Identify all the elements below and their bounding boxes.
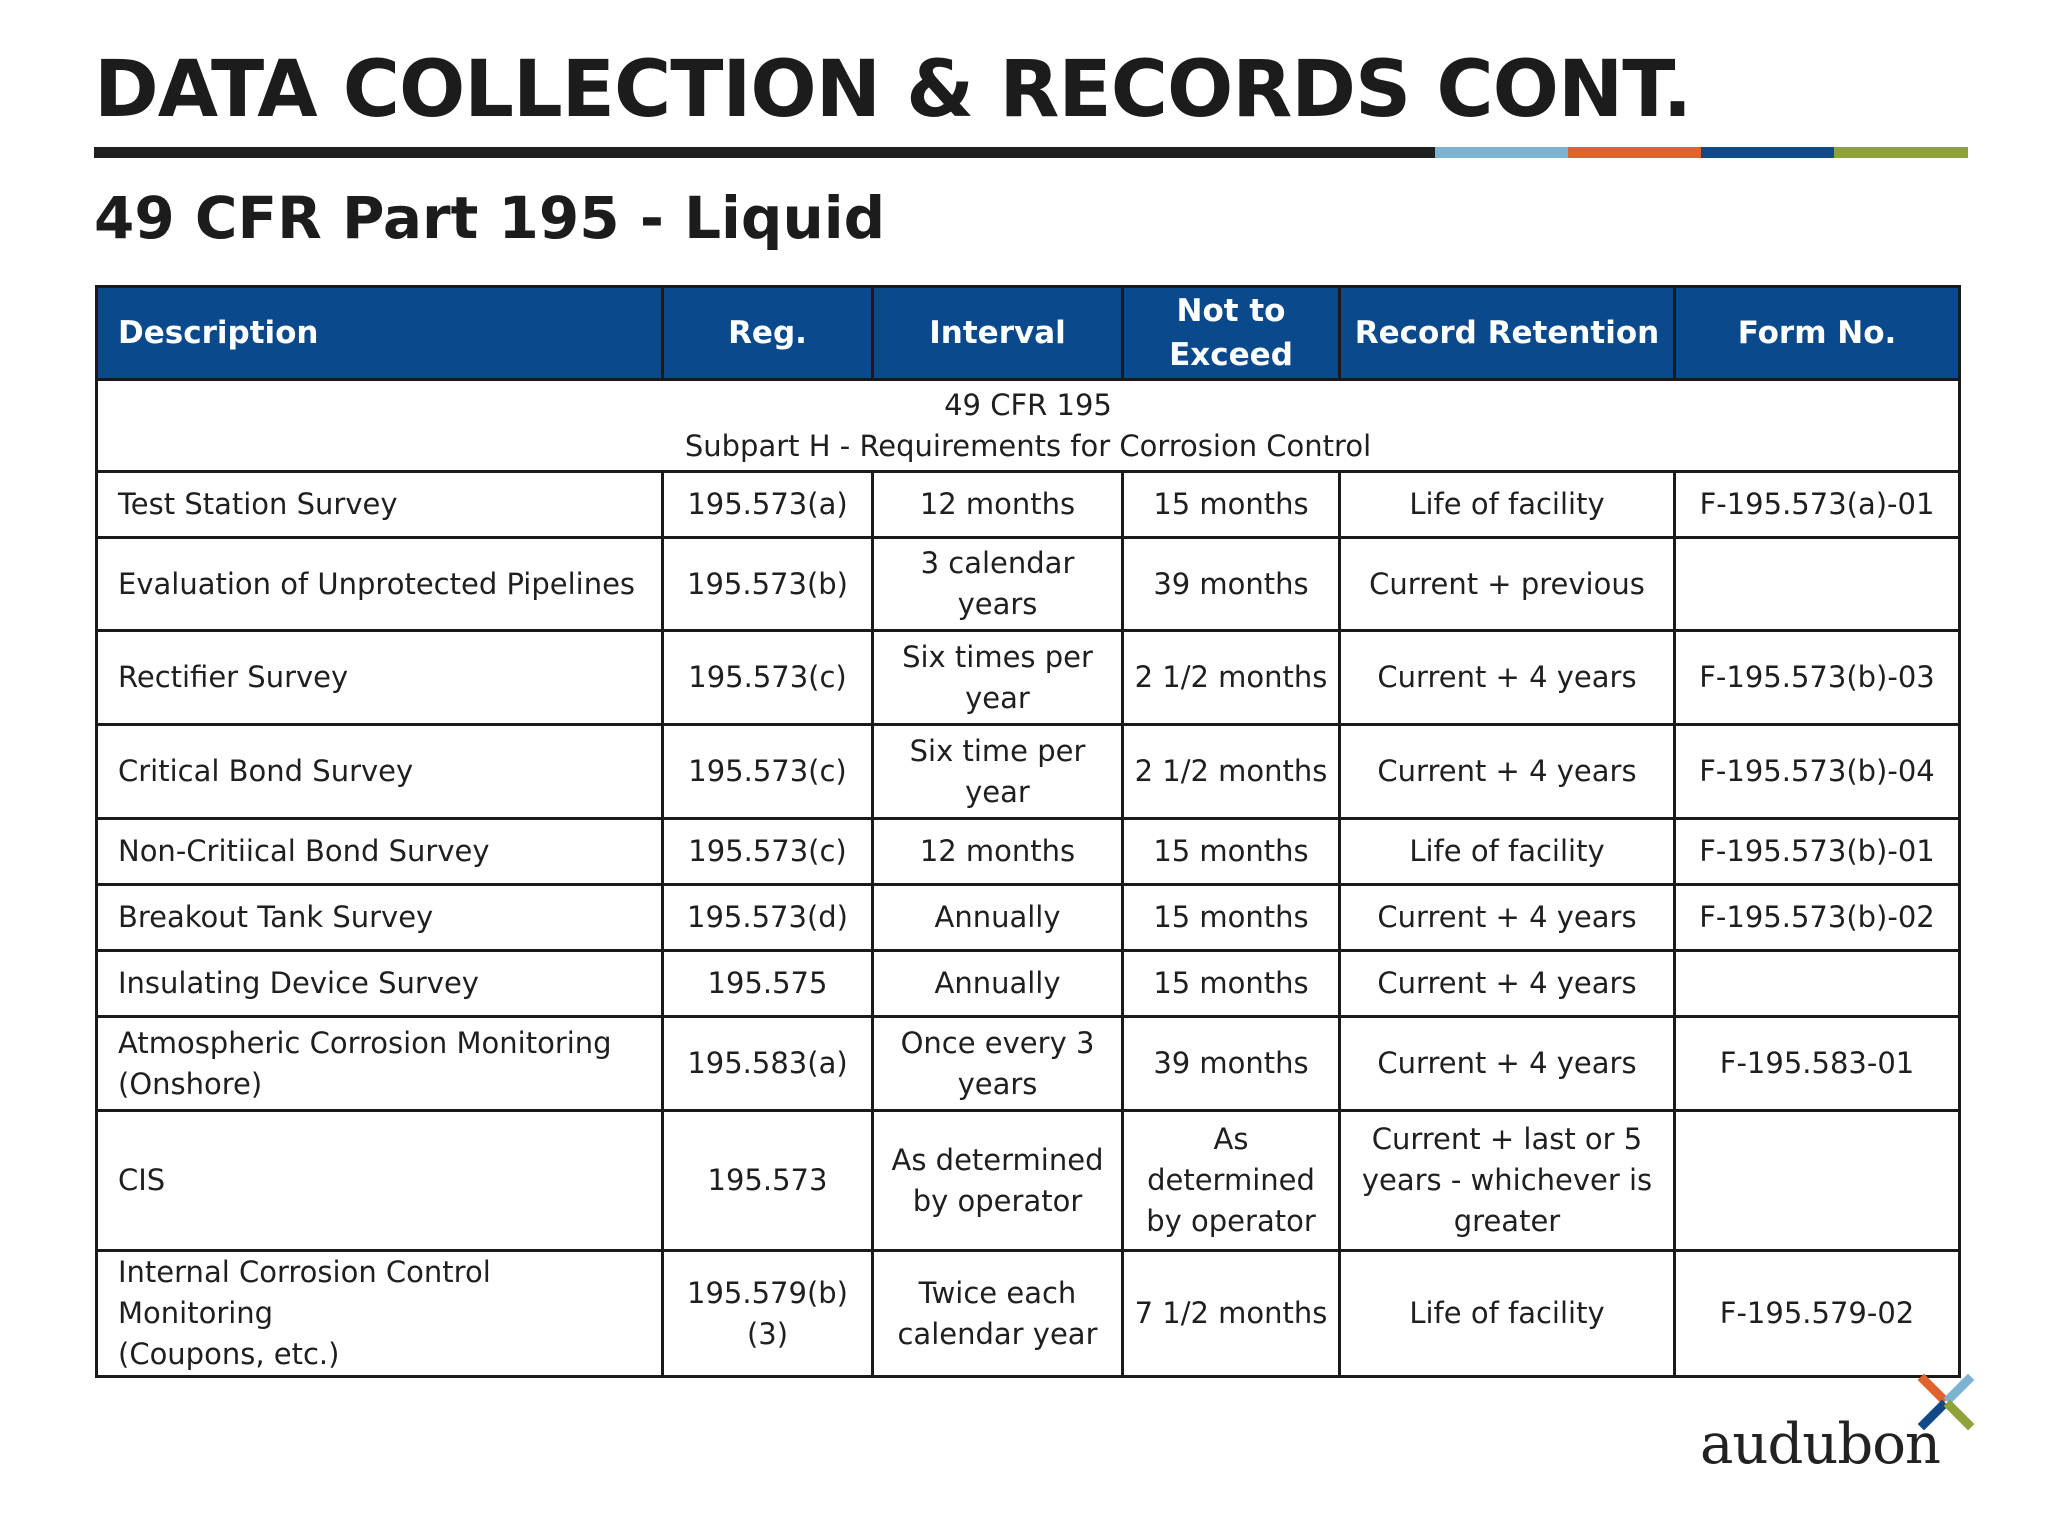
record-retention-cell-line: Life of facility: [1409, 1296, 1605, 1330]
form-no-cell: F-195.573(b)-04: [1675, 725, 1960, 819]
not-to-exceed-cell: [1123, 819, 1340, 885]
not-to-exceed-cell-line: 15 months: [1153, 966, 1309, 1000]
table-row: [97, 538, 1960, 631]
page-subtitle: 49 CFR Part 195 - Liquid: [94, 184, 886, 252]
description-cell-line: (Coupons, etc.): [118, 1337, 340, 1371]
record-retention-cell: [1340, 885, 1675, 951]
not-to-exceed-cell: [1123, 1111, 1340, 1251]
column-header-not-to-exceed: [1123, 287, 1340, 380]
interval-cell-line: years: [957, 1066, 1038, 1101]
description-cell-line: Critical Bond Survey: [118, 754, 414, 788]
interval-cell-line: calendar year: [897, 1316, 1098, 1351]
reg-cell: 195.573(d): [663, 885, 873, 951]
record-retention-cell: [1340, 725, 1675, 819]
interval-cell: [873, 885, 1123, 951]
table-row: [97, 1251, 1960, 1377]
record-retention-cell-line: greater: [1453, 1204, 1561, 1238]
not-to-exceed-cell: [1123, 472, 1340, 538]
not-to-exceed-cell: [1123, 1017, 1340, 1111]
table-row: [97, 819, 1960, 885]
not-to-exceed-cell: [1123, 631, 1340, 725]
record-retention-cell-line: Current + 4 years: [1377, 1046, 1637, 1080]
description-cell: [97, 885, 663, 951]
reg-cell: 195.573: [663, 1111, 873, 1251]
record-retention-cell-line: Current + previous: [1369, 566, 1645, 601]
interval-cell: [873, 1251, 1123, 1377]
description-cell: [97, 1111, 663, 1251]
description-cell-line: Breakout Tank Survey: [118, 900, 434, 934]
audubon-wordmark: audubon: [1700, 1412, 1940, 1477]
interval-cell: [873, 1017, 1123, 1111]
form-no-cell: [1675, 1111, 1960, 1251]
record-retention-cell-line: Current + 4 years: [1377, 900, 1637, 934]
column-header-record-retention: Record Retention: [1340, 287, 1675, 380]
description-cell: [97, 538, 663, 631]
interval-cell: [873, 725, 1123, 819]
interval-cell-line: 12 months: [919, 487, 1076, 521]
column-header-reg: Reg.: [663, 287, 873, 380]
form-no-cell: F-195.583-01: [1675, 1017, 1960, 1111]
description-cell: [97, 951, 663, 1017]
interval-cell: [873, 951, 1123, 1017]
form-no-cell: F-195.573(b)-01: [1675, 819, 1960, 885]
column-header-interval: Interval: [873, 287, 1123, 380]
description-cell-line: Rectifier Survey: [118, 660, 349, 694]
title-rule-olive: [1834, 147, 1968, 158]
record-retention-cell-line: Life of facility: [1409, 834, 1605, 868]
table-row: [97, 1017, 1960, 1111]
interval-cell: [873, 631, 1123, 725]
reg-cell: 195.579(b)(3): [663, 1251, 873, 1377]
interval-cell: [873, 472, 1123, 538]
interval-cell-line: Annually: [934, 900, 1061, 934]
description-cell-line: CIS: [118, 1163, 166, 1197]
description-cell-line: Internal Corrosion Control Monitoring: [118, 1255, 491, 1330]
page-title: DATA COLLECTION & RECORDS CONT.: [94, 45, 1692, 135]
form-no-cell: F-195.573(b)-02: [1675, 885, 1960, 951]
record-retention-cell-line: Current + 4 years: [1377, 660, 1637, 694]
not-to-exceed-cell-line: As determined: [1147, 1122, 1315, 1197]
reg-cell: 195.573(b): [663, 538, 873, 631]
reg-cell: 195.573(a): [663, 472, 873, 538]
table-row: [97, 631, 1960, 725]
not-to-exceed-cell: [1123, 1251, 1340, 1377]
table-row: [97, 1111, 1960, 1251]
record-retention-cell: [1340, 819, 1675, 885]
reg-cell: 195.575: [663, 951, 873, 1017]
title-rule-light-blue: [1435, 147, 1568, 158]
interval-cell-line: As determined: [891, 1142, 1104, 1177]
table-row: [97, 472, 1960, 538]
description-cell-line: Evaluation of Unprotected Pipelines: [118, 566, 636, 601]
interval-cell: [873, 538, 1123, 631]
description-cell: [97, 631, 663, 725]
description-cell-line: Test Station Survey: [118, 487, 398, 521]
interval-cell-line: Six time per year: [909, 733, 1086, 809]
interval-cell-line: Twice each: [918, 1275, 1077, 1310]
column-header-not-to-exceed-line2: Exceed: [1169, 337, 1293, 373]
section-header-cell: [97, 380, 1960, 472]
not-to-exceed-cell-line: 2 1/2 months: [1134, 660, 1328, 694]
not-to-exceed-cell: [1123, 725, 1340, 819]
record-retention-cell: [1340, 1017, 1675, 1111]
record-retention-cell: [1340, 951, 1675, 1017]
table-row: [97, 951, 1960, 1017]
not-to-exceed-cell-line: by operator: [1146, 1204, 1316, 1238]
record-retention-cell: [1340, 1251, 1675, 1377]
record-retention-cell: [1340, 631, 1675, 725]
section-line-1: 49 CFR 195: [944, 387, 1112, 422]
table-row: [97, 885, 1960, 951]
reg-cell: 195.573(c): [663, 725, 873, 819]
interval-cell-line: Six times per: [902, 639, 1093, 674]
reg-cell: 195.573(c): [663, 631, 873, 725]
title-rule-navy: [1701, 147, 1834, 158]
form-no-cell: [1675, 538, 1960, 631]
description-cell-line: Atmospheric Corrosion Monitoring: [118, 1025, 612, 1060]
not-to-exceed-cell: [1123, 538, 1340, 631]
form-no-cell: F-195.579-02: [1675, 1251, 1960, 1377]
interval-cell-line: Once every 3: [900, 1025, 1095, 1060]
description-cell: [97, 1017, 663, 1111]
records-table: [95, 285, 1961, 1378]
form-no-cell: F-195.573(a)-01: [1675, 472, 1960, 538]
title-rule-orange: [1568, 147, 1701, 158]
form-no-cell: [1675, 951, 1960, 1017]
interval-cell-line: 3 calendar years: [920, 546, 1075, 621]
description-cell-line: Non-Critiical Bond Survey: [118, 834, 490, 868]
description-cell-line: Insulating Device Survey: [118, 966, 479, 1000]
table-row: [97, 725, 1960, 819]
record-retention-cell-line: Current + 4 years: [1377, 754, 1637, 788]
record-retention-cell-line: Life of facility: [1409, 487, 1605, 521]
not-to-exceed-cell-line: 7 1/2 months: [1134, 1296, 1328, 1330]
record-retention-cell: [1340, 538, 1675, 631]
interval-cell: [873, 1111, 1123, 1251]
not-to-exceed-cell: [1123, 885, 1340, 951]
reg-cell: 195.583(a): [663, 1017, 873, 1111]
title-rule-dark: [94, 147, 1435, 158]
audubon-logo: [1700, 1372, 1975, 1482]
not-to-exceed-cell-line: 15 months: [1153, 900, 1309, 934]
description-cell: [97, 819, 663, 885]
not-to-exceed-cell-line: 39 months: [1153, 1046, 1309, 1080]
column-header-form-no: Form No.: [1675, 287, 1960, 380]
table-header-row: [97, 287, 1960, 380]
description-cell: [97, 472, 663, 538]
column-header-not-to-exceed-line1: Not to: [1176, 293, 1286, 329]
column-header-description: Description: [97, 287, 663, 380]
record-retention-cell-line: years - whichever is: [1361, 1163, 1653, 1197]
not-to-exceed-cell-line: 2 1/2 months: [1134, 754, 1328, 788]
record-retention-cell-line: Current + 4 years: [1377, 966, 1637, 1000]
description-cell: [97, 725, 663, 819]
record-retention-cell-line: Current + last or 5: [1371, 1122, 1643, 1156]
section-line-2: Subpart H - Requirements for Corrosion Control: [684, 428, 1372, 463]
not-to-exceed-cell-line: 39 months: [1153, 566, 1309, 601]
not-to-exceed-cell-line: 15 months: [1153, 834, 1309, 868]
not-to-exceed-cell-line: 15 months: [1153, 487, 1309, 521]
interval-cell: [873, 819, 1123, 885]
interval-cell-line: Annually: [934, 966, 1061, 1000]
form-no-cell: F-195.573(b)-03: [1675, 631, 1960, 725]
description-cell-line: (Onshore): [118, 1066, 263, 1101]
record-retention-cell: [1340, 1111, 1675, 1251]
not-to-exceed-cell: [1123, 951, 1340, 1017]
interval-cell-line: year: [965, 680, 1030, 715]
reg-cell: 195.573(c): [663, 819, 873, 885]
record-retention-cell: [1340, 472, 1675, 538]
interval-cell-line: 12 months: [919, 834, 1076, 868]
section-header-row: [97, 380, 1960, 472]
description-cell: [97, 1251, 663, 1377]
interval-cell-line: by operator: [912, 1183, 1083, 1218]
